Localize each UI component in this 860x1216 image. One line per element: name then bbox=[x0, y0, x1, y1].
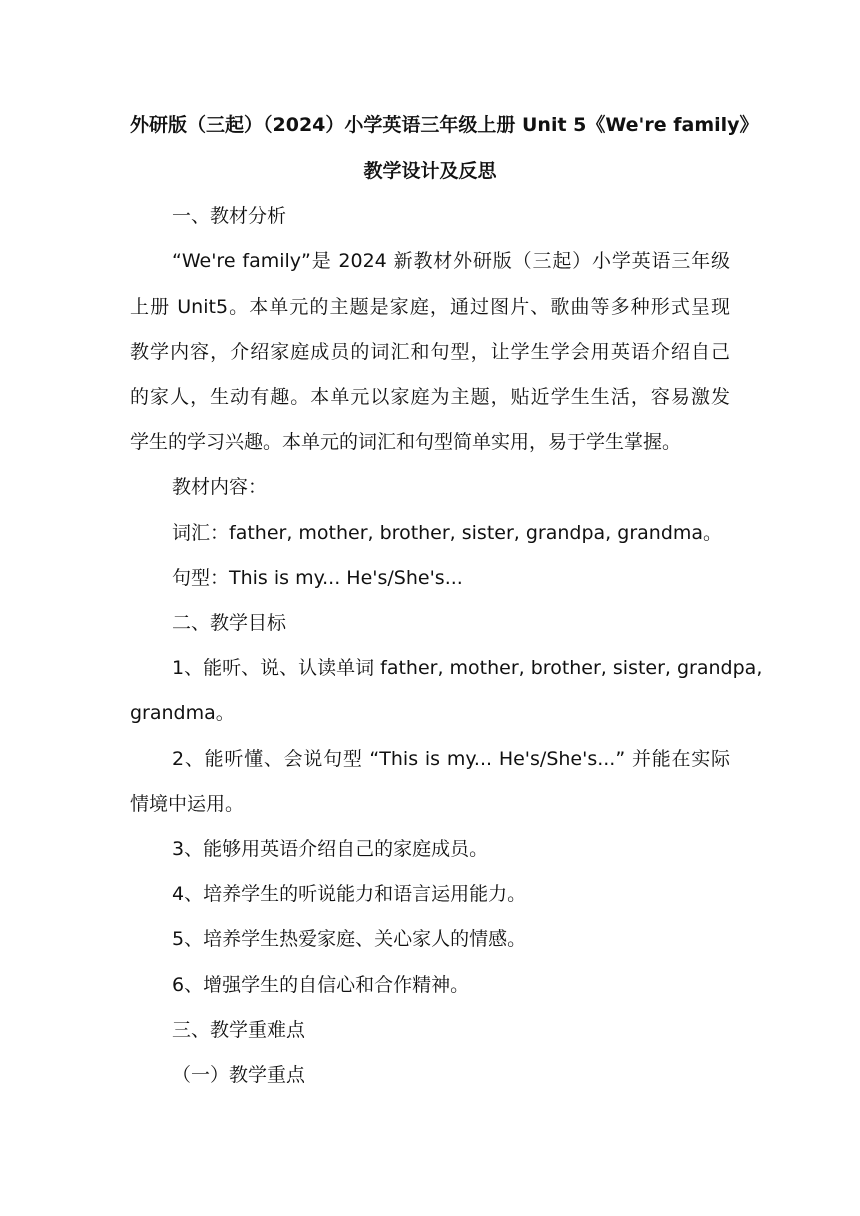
goal-6: 6、增强学生的自信心和合作精神。 bbox=[172, 974, 470, 996]
goal-2-line-2: 情境中运用。 bbox=[130, 793, 245, 815]
vocabulary-line: 词汇：father, mother, brother, sister, grandpa, grandma。 bbox=[172, 522, 723, 544]
goal-5: 5、培养学生热爱家庭、关心家人的情感。 bbox=[172, 928, 527, 950]
analysis-paragraph-line: 学生的学习兴趣。本单元的词汇和句型简单实用，易于学生掌握。 bbox=[130, 431, 682, 453]
subsection-heading-key-points: （一）教学重点 bbox=[172, 1064, 306, 1086]
goal-3: 3、能够用英语介绍自己的家庭成员。 bbox=[172, 838, 489, 860]
analysis-paragraph-line: 教学内容，介绍家庭成员的词汇和句型，让学生学会用英语介绍自己 bbox=[130, 341, 730, 363]
document-title-line-1: 外研版（三起）（2024）小学英语三年级上册 Unit 5《We're family》 bbox=[130, 114, 759, 136]
analysis-paragraph-line: “We're family”是 2024 新教材外研版（三起）小学英语三年级 bbox=[172, 250, 730, 272]
section-heading-key-difficulties: 三、教学重难点 bbox=[172, 1019, 306, 1041]
sentence-pattern-line: 句型：This is my... He's/She's... bbox=[172, 567, 463, 589]
goal-1-line-2: grandma。 bbox=[130, 702, 235, 724]
goal-4: 4、培养学生的听说能力和语言运用能力。 bbox=[172, 883, 527, 905]
document-title-line-2: 教学设计及反思 bbox=[363, 160, 497, 182]
goal-1-line-1: 1、能听、说、认读单词 father, mother, brother, sister, grandpa, bbox=[172, 657, 763, 679]
content-label: 教材内容： bbox=[172, 476, 268, 498]
analysis-paragraph-line: 上册 Unit5。本单元的主题是家庭，通过图片、歌曲等多种形式呈现 bbox=[130, 296, 730, 318]
section-heading-analysis: 一、教材分析 bbox=[172, 205, 287, 227]
goal-2-line-1: 2、能听懂、会说句型 “This is my... He's/She's...” 并能在实际 bbox=[172, 748, 730, 770]
analysis-paragraph-line: 的家人，生动有趣。本单元以家庭为主题，贴近学生生活，容易激发 bbox=[130, 386, 730, 408]
section-heading-goals: 二、教学目标 bbox=[172, 612, 287, 634]
